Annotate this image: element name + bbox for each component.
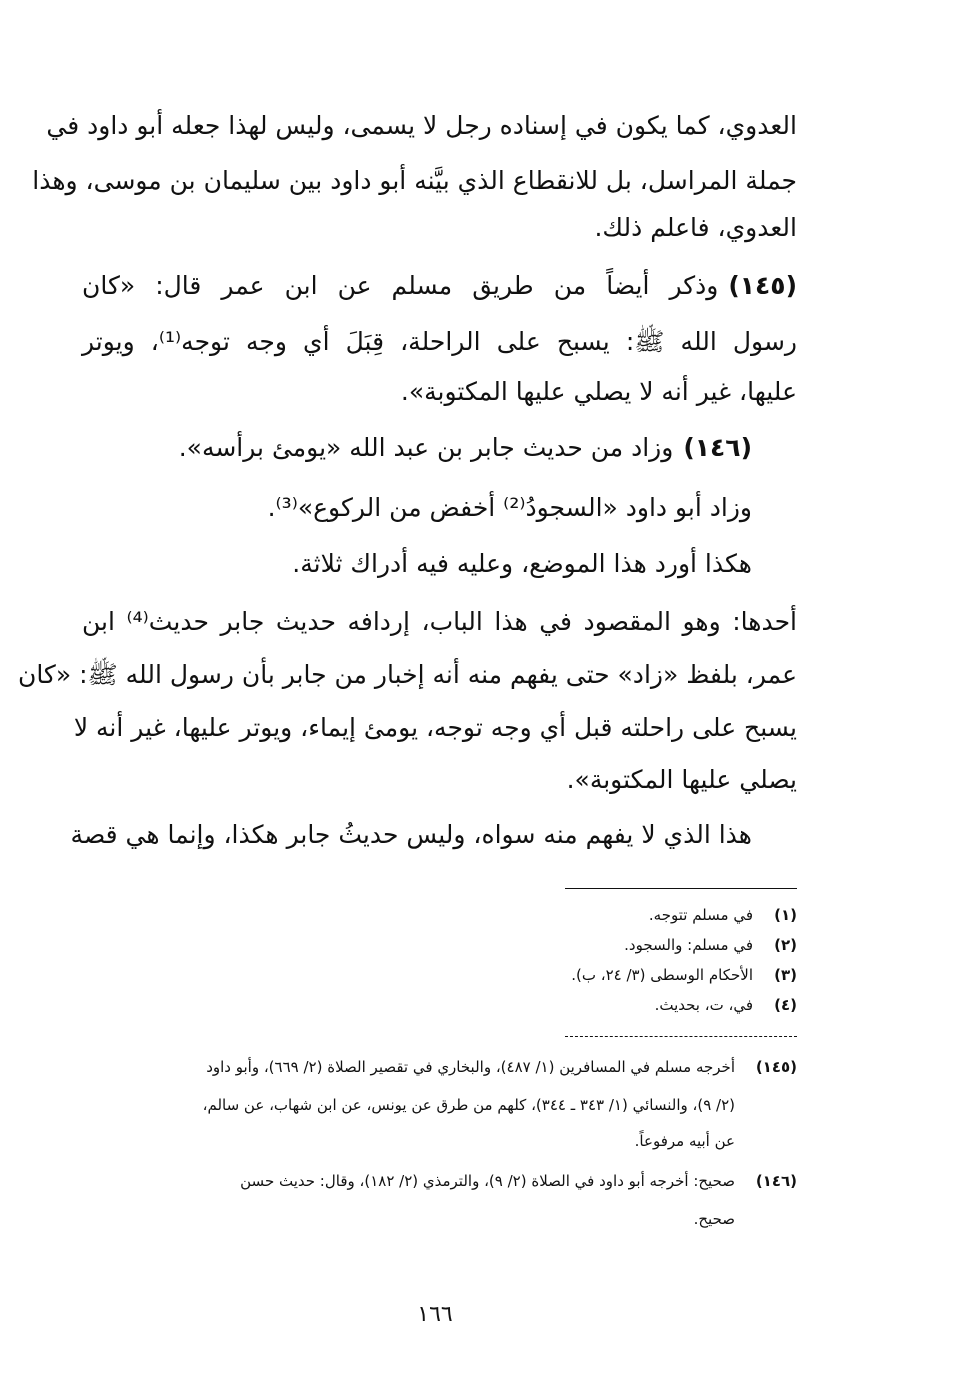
body-line-11: عمر، بلفظ «زاد» حتى يفهم منه أنه إخبار من جابر بأن رسول الله ﷺ: «كان xyxy=(17,660,797,689)
body-line-8: وزاد أبو داود «السجودُ⁽²⁾ أخفض من الركوع»⁽³⁾. xyxy=(267,493,752,522)
footnote-1-text: في مسلم تتوجه. xyxy=(648,906,753,924)
footnote-separator xyxy=(565,888,797,889)
footnote-4-text: في، ت، بحديث. xyxy=(654,996,753,1014)
body-line-1: العدوي، كما يكون في إسناده رجل لا يسمى، وليس لهذا جعله أبو داود في xyxy=(46,111,797,140)
body-line-7 xyxy=(82,428,752,468)
editor-notes-separator xyxy=(565,1036,797,1037)
footnote-1 xyxy=(82,900,797,930)
footnote-3-number: (٣) xyxy=(774,966,797,984)
body-line-2: جملة المراسل، بل للانقطاع الذي بيَّنه أبو داود بين سليمان بن موسى، وهذا xyxy=(32,166,797,195)
body-line-14: هذا الذي لا يفهم منه سواه، وليس حديثُ جابر هكذا، وإنما هي قصة xyxy=(70,820,752,849)
body-line-3: العدوي، فاعلم ذلك. xyxy=(594,213,797,242)
footnote-2 xyxy=(82,930,797,960)
footnote-2-number: (٢) xyxy=(774,936,797,954)
body-line-13: يصلي عليها المكتوبة». xyxy=(566,765,797,794)
body-line-4 xyxy=(82,266,797,306)
footnote-2-text: في مسلم: والسجود. xyxy=(624,936,753,954)
editor-note-146-number: (١٤٦) xyxy=(755,1172,797,1190)
body-line-12: يسبح على راحلته قبل أي وجه توجه، يومئ إيماء، ويوتر عليها، غير أنه لا xyxy=(73,713,797,742)
footnote-1-number: (١) xyxy=(774,906,797,924)
footnote-4 xyxy=(82,990,797,1020)
editor-note-145-text-1: أخرجه مسلم في المسافرين (١/ ٤٨٧)، والبخاري في تقصير الصلاة (٢/ ٦٦٩)، وأبو داود xyxy=(206,1058,735,1076)
body-line-5: رسول الله ﷺ: يسبح على الراحلة، قِبَلَ أي وجه توجه⁽¹⁾، ويوتر xyxy=(82,327,797,356)
body-line-4-text: وذكر أيضاً من طريق مسلم عن ابن عمر قال: «كان xyxy=(82,271,719,300)
editor-note-146-text-1: صحيح: أخرجه أبو داود في الصلاة (٢/ ٩)، والترمذي (٢/ ١٨٢)، وقال: حديث حسن xyxy=(240,1172,735,1190)
body-line-9: هكذا أورد هذا الموضع، وعليه فيه أدراك ثلاثة. xyxy=(292,549,752,578)
body-line-10: أحدها: وهو المقصود في هذا الباب، إردافه حديث جابر حديث⁽⁴⁾ ابن xyxy=(82,607,797,636)
editor-note-146-line-1 xyxy=(82,1162,797,1200)
editor-note-145-line-1 xyxy=(82,1048,797,1086)
footnote-4-number: (٤) xyxy=(774,996,797,1014)
footnote-3 xyxy=(82,960,797,990)
editor-note-145-number: (١٤٥) xyxy=(755,1058,797,1076)
body-line-6: عليها، غير أنه لا يصلي عليها المكتوبة». xyxy=(400,377,797,406)
editor-note-145-line-3: عن أبيه مرفوعاً. xyxy=(634,1132,735,1150)
footnote-3-text: الأحكام الوسطى (٣/ ٢٤، ب). xyxy=(571,966,753,984)
page-number: ١٦٦ xyxy=(417,1302,453,1327)
body-line-7-text: وزاد من حديث جابر بن عبد الله «يومئ برأسه». xyxy=(178,433,674,462)
editor-note-145-line-2: (٢/ ٩)، والنسائي (١/ ٣٤٣ ـ ٣٤٤)، كلهم من طرق عن يونس، عن ابن شهاب، عن سالم، xyxy=(202,1096,735,1114)
hadith-number-146: (١٤٦) xyxy=(683,433,752,462)
hadith-number-145: (١٤٥) xyxy=(728,271,797,300)
editor-note-146-line-2: صحيح. xyxy=(693,1210,735,1228)
